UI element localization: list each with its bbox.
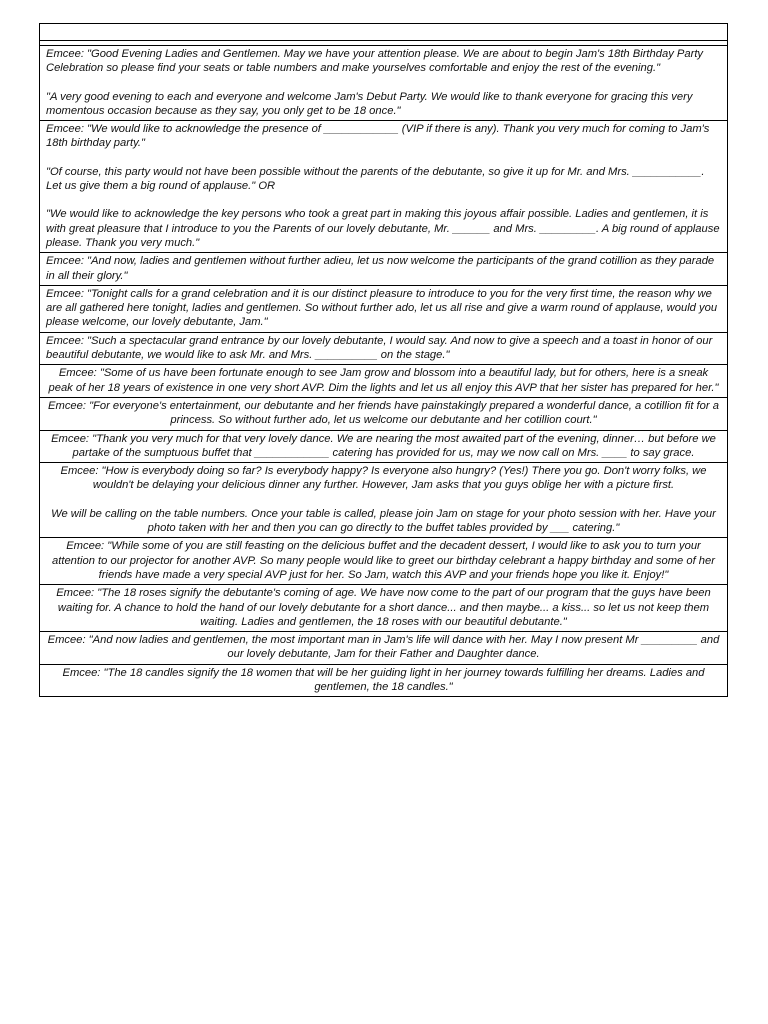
emcee-line: "Of course, this party would not have been possible without the parents of the debutante, so give it up for Mr. and Mrs. ___________. Let us give them a big round of applause." OR bbox=[46, 165, 705, 193]
emcee-line: Emcee: "While some of you are still feasting on the delicious buffet and the decadent dessert, I would like to ask you to turn your attention to our projector for another AVP. So many people would like to greet our birthday celebrant a happy birthday and some of her friends have made a very special AVP just for her. So Jam, watch this AVP and your friends hope you like it. Enjoy!" bbox=[52, 540, 715, 581]
emcee-line: Emcee: "Such a spectacular grand entrance by our lovely debutante, I would say. And now to give a speech and a toast in honor of our beautiful debutante, we would like to ask Mr. and Mrs. __________ on the stage." bbox=[46, 334, 713, 362]
emcee-line: Emcee: "Tonight calls for a grand celebration and it is our distinct pleasure to introduce to you for the very first time, the reason why we are all gathered here tonight, ladies and gentlemen. So without further ado, let us all rise and give a warm round of applause, would you please welcome, our lovely debutante, Jam." bbox=[46, 287, 718, 329]
script-row bbox=[39, 398, 728, 431]
emcee-line: Emcee: "And now, ladies and gentlemen without further adieu, let us now welcome the participants of the grand cotillion as they parade in all their glory." bbox=[46, 255, 715, 282]
script-row bbox=[39, 585, 728, 632]
emcee-line: Emcee: "The 18 roses signify the debutante's coming of age. We have now come to the part of our program that the guys have been waiting for. A chance to hold the hand of our lovely debutante for a short dance... and then maybe... a kiss... so let us not keep them waiting. Ladies and gentlemen, the 18 roses with our beautiful debutante." bbox=[56, 587, 711, 628]
emcee-line: Emcee: "Some of us have been fortunate enough to see Jam grow and blossom into a beautiful lady, but for others, here is a sneak peak of her 18 years of existence in one very short AVP. Dim the lights and let us all enjoy this AVP that her sister has prepared for her." bbox=[48, 367, 719, 394]
emcee-line: Emcee: "We would like to acknowledge the presence of ____________ (VIP if there is any). Thank you very much for coming to Jam's 18th birthday party." bbox=[46, 123, 710, 150]
script-row bbox=[39, 665, 728, 698]
script-row bbox=[39, 121, 728, 253]
script-row bbox=[39, 431, 728, 464]
script-row bbox=[39, 286, 728, 333]
script-rows bbox=[39, 46, 728, 697]
emcee-line: Emcee: "Thank you very much for that very lovely dance. We are nearing the most awaited part of the evening, dinner… but before we partake of the sumptuous buffet that ____________ catering has provided for us, may we now call on Mrs. ____ to say grace. bbox=[51, 432, 716, 459]
header-blank-row bbox=[39, 23, 728, 41]
emcee-line: Emcee: "Good Evening Ladies and Gentlemen. May we have your attention please. We are about to begin Jam's 18th Birthday Party Celebration so please find your seats or table numbers and make yourselves comfortable and enjoy the rest of the evening." bbox=[46, 48, 704, 75]
script-row bbox=[39, 253, 728, 286]
script-row bbox=[39, 46, 728, 121]
script-row bbox=[39, 632, 728, 665]
emcee-line: Emcee: "How is everybody doing so far? Is everybody happy? Is everyone also hungry? (Yes!) There you go. Don't worry folks, we wouldn't be delaying your delicious dinner any further. However, Jam asks that you guys oblige her with a picture first. bbox=[60, 465, 707, 492]
emcee-line: "A very good evening to each and everyone and welcome Jam's Debut Party. We would like to thank everyone for gracing this very momentous occasion because as they say, you only get to be 18 once." bbox=[46, 90, 693, 117]
emcee-line: Emcee: "The 18 candles signify the 18 women that will be her guiding light in her journey towards fulfilling her dreams. Ladies and gentlemen, the 18 candles." bbox=[62, 666, 705, 693]
emcee-line: Emcee: "For everyone's entertainment, our debutante and her friends have painstakingly prepared a wonderful dance, a cotillion fit for a princess. So without further ado, let us welcome our debutante and her cotillion court." bbox=[48, 399, 719, 427]
emcee-line: We will be calling on the table numbers. Once your table is called, please join Jam on stage for your photo session with her. Have your photo taken with her and then you can go directly to the buffet tables provided by ___ catering." bbox=[51, 507, 716, 535]
emcee-line: "We would like to acknowledge the key persons who took a great part in making this joyous affair possible. Ladies and gentlemen, it is with great pleasure that I introduce to you the Parents of our lovely debutante, Mr. ______ and Mrs. _________. A big round of applause please. Thank you very much." bbox=[46, 208, 720, 249]
script-row bbox=[39, 333, 728, 366]
script-row bbox=[39, 538, 728, 585]
script-row bbox=[39, 365, 728, 398]
script-row bbox=[39, 463, 728, 538]
emcee-script-table bbox=[39, 23, 728, 697]
emcee-line: Emcee: "And now ladies and gentlemen, the most important man in Jam's life will dance with her. May I now present Mr _________ and our lovely debutante, Jam for their Father and Daughter dance. bbox=[47, 634, 720, 661]
